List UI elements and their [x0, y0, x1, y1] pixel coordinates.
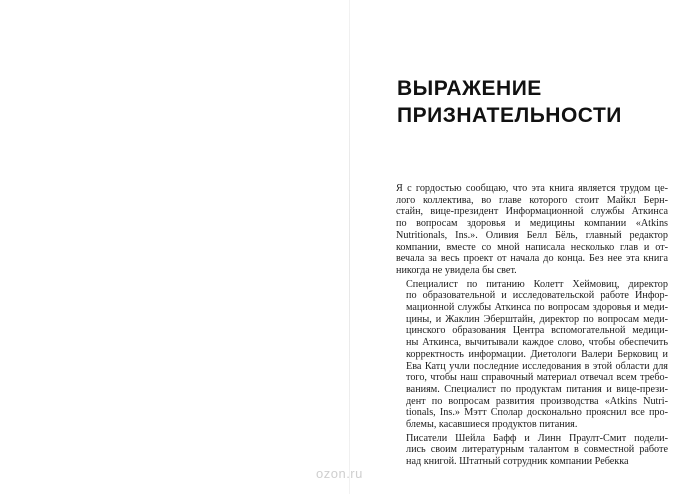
text-line: блемы, касавшиеся продуктов питания.: [406, 419, 578, 431]
text-line: Специалист по питанию Колетт Хеймовиц, директор: [406, 278, 668, 290]
text-line: ваниям. Специалист по продуктам питания и вице-прези-: [406, 383, 668, 395]
watermark: ozon.ru: [316, 466, 363, 481]
text-line: дент по вопросам развития производства «Atkins Nutri-: [406, 395, 668, 407]
text-line: Я с гордостью сообщаю, что эта книга является трудом це-: [396, 183, 668, 194]
text-line: никогда не увидела бы свет.: [396, 264, 517, 276]
text-line: того, чтобы наш справочный материал отвечал всем требо-: [406, 372, 668, 384]
paragraph: [396, 183, 668, 277]
heading-line-1: ВЫРАЖЕНИЕ: [397, 77, 542, 100]
text-line: лого коллектива, во главе которого стоит Майкл Берн-: [396, 194, 668, 206]
paragraph: [396, 279, 668, 431]
paragraph: [396, 433, 668, 468]
text-line: вечала за весь проект от начала до конца. Без нее эта книга: [396, 253, 668, 265]
text-line: Ева Катц учли последние исследования в этой области для: [406, 360, 668, 372]
heading-line-2: ПРИЗНАТЕЛЬНОСТИ: [397, 104, 622, 127]
text-line: Писатели Шейла Бафф и Линн Праулт-Смит подели-: [406, 432, 668, 444]
text-line: стайн, вице-президент Информационной службы Аткинса: [396, 206, 668, 218]
right-page: [350, 0, 700, 494]
text-line: по образовательной и исследовательской работе Инфор-: [406, 290, 668, 302]
text-line: корректность информации. Диетологи Валери Берковиц и: [406, 348, 668, 360]
text-line: ны Аткинса, вычитывали каждое слово, чтобы обеспечить: [406, 337, 668, 349]
text-line: над книгой. Штатный сотрудник компании Ребекка: [406, 456, 629, 468]
text-line: цинского образования Центра вспомогательной медици-: [406, 325, 668, 337]
text-line: цины, и Жаклин Эберштайн, директор по вопросам меди-: [406, 313, 668, 325]
text-line: Nutritionals, Ins.». Оливия Белл Бёль, главный редактор: [396, 229, 668, 241]
text-line: мационной службы Аткинса по вопросам здоровья и меди-: [406, 302, 668, 314]
text-line: tionals, Ins.» Мэтт Сполар досконально прояснил все про-: [406, 407, 668, 419]
chapter-heading: [397, 75, 687, 129]
text-line: компании, вместе со мной написала несколько глав и от-: [396, 241, 668, 253]
left-page: [0, 0, 349, 494]
text-line: по вопросам здоровья и медицины компании «Atkins: [396, 218, 668, 230]
text-line: лись своим литературным талантом в совместной работе: [406, 444, 668, 456]
body-text: [396, 183, 668, 470]
